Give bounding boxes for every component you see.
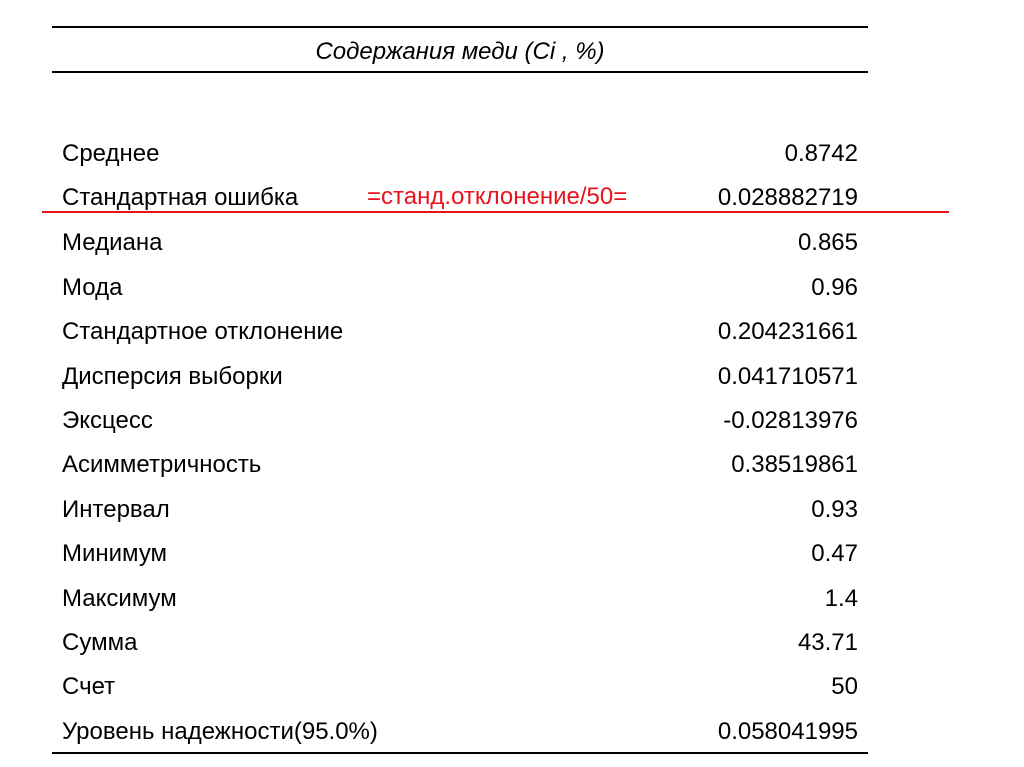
table-row [62,226,858,260]
row-value: 43.71 [797,629,858,656]
table-top-rule [52,26,868,28]
row-label: Стандартная ошибка [62,184,299,211]
red-underline [42,211,949,213]
row-label: Сумма [62,629,138,656]
table-header-rule [52,71,868,73]
row-value: 0.38519861 [731,451,858,478]
row-value: 0.865 [797,229,858,256]
table-header: Содержания меди (Ci , %) [315,38,605,65]
row-value: 0.028882719 [717,184,858,211]
row-label: Интервал [62,496,170,523]
table-row [62,670,858,704]
row-label: Медиана [62,229,163,256]
table-bottom-rule [52,752,868,754]
row-label: Асимметричность [62,451,262,478]
row-label: Среднее [62,140,160,167]
table-row [62,715,858,749]
row-value: 0.96 [811,274,858,301]
row-label: Эксцесс [62,407,153,434]
table-row [62,582,858,616]
row-value: 0.041710571 [717,363,858,390]
table-row [62,493,858,527]
formula-annotation: =станд.отклонение/50= [367,183,628,210]
table-row [62,626,858,660]
row-value: 50 [831,673,858,700]
row-label: Дисперсия выборки [62,363,283,390]
row-value: 1.4 [824,585,858,612]
row-label: Уровень надежности(95.0%) [62,718,378,745]
row-label: Счет [62,673,116,700]
table-row [62,404,858,438]
table-row [62,315,858,349]
table-row [62,360,858,394]
row-label: Максимум [62,585,177,612]
row-label: Стандартное отклонение [62,318,344,345]
row-value: 0.8742 [784,140,858,167]
row-value: 0.47 [811,540,858,567]
row-label: Мода [62,274,123,301]
row-value: 0.93 [811,496,858,523]
table-row [62,537,858,571]
row-value: -0.02813976 [723,407,858,434]
table-row [62,448,858,482]
row-value: 0.204231661 [717,318,858,345]
table-row [62,137,858,171]
row-value: 0.058041995 [717,718,858,745]
table-row [62,271,858,305]
row-label: Минимум [62,540,168,567]
